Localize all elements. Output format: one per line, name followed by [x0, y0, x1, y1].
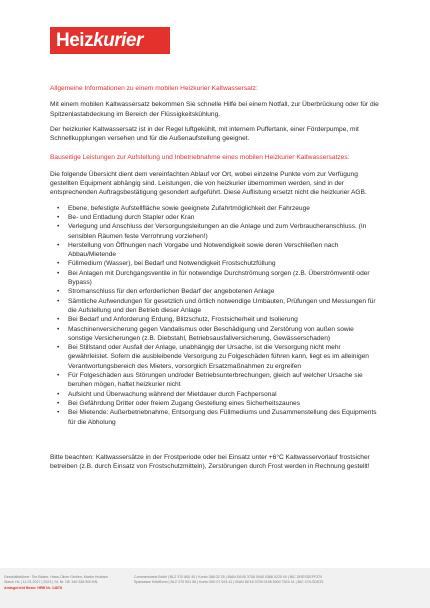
section-heading-general-info: Allgemeine Informationen zu einem mobilen Heizkurier Kaltwassersatz: — [50, 85, 258, 92]
list-item: • Bei Mietende: Außerbetriebnahme, Entsorgung des Füllmediums und Zusammenstellung des Equipments für die Abholung — [68, 408, 380, 427]
site-services-list — [50, 204, 380, 427]
heizkurier-logo: Heizkurier — [50, 27, 170, 54]
footer-line: Geschäftsführer: Tim Balzer, Hans-Oliver Gehlen, Martin Hrubant — [4, 575, 108, 579]
footer-line: Commerzbank Brühl | BLZ 370 800 40 | Konto 388 02 25 | IBAN DE45 3708 0040 0388 0225 00 | BIC DRESDEFF370 — [134, 575, 323, 579]
footer-line: Amtsgericht Bonn: HRB Nr. 14878 — [4, 585, 62, 590]
list-item: • Herstellung von Öffnungen nach Vorgabe und Notwendigkeit sowie deren Verschließen nach Abbau/Mietende — [68, 241, 380, 260]
list-item: • Stromanschluss für den erforderlichen Bedarf der angebotenen Anlage — [68, 287, 380, 296]
section-heading-site-services: Bauseitige Leistungen zur Aufstellung und Inbetriebnahme eines mobilen Heizkurier Kaltwassersatzes: — [50, 154, 350, 162]
list-item: • Füllmedium (Wasser), bei Bedarf und Notwendigkeit Frostschutzfüllung — [68, 259, 380, 268]
list-item: • Bei Stillstand oder Ausfall der Anlage, unabhängig der Ursache, ist die Versorgung nicht mehr gewährleistet. Sofern die ausbleibende Versorgung zu Folgeschäden führen kann, liegt es im alleinigen Verantwortungsbereich des Mieters, vorsorglich Ersatzmaßnahmen zu ergreifen — [68, 343, 380, 371]
list-item: • Be- und Entladung durch Stapler oder Kran — [68, 213, 380, 222]
frost-warning-note: Bitte beachten: Kaltwassersätze in der Frostperiode oder bei Einsatz unter +6°C Kaltwasservorlauf frostsicher betreiben (z.B. durch Einsatz von Frostschutzmitteln), Zerstörungen durch Frost werden in Rechnung gestellt! — [50, 453, 370, 471]
list-item: • Ebene, befestigte Aufstellfläche sowie geeignete Zufahrtmöglichkeit der Fahrzeuge — [68, 204, 380, 213]
page-footer — [0, 568, 430, 608]
site-services-intro: Die folgende Übersicht dient dem vereinfachten Ablauf vor Ort, wobei einzelne Punkte vom zur Verfügung gestellten Equipment abhängig sind. Leistungen, die von heizkurier übernommen werden, sind in der entsprechenden Auftragsbestätigung gesondert aufgeführt. Diese Auflistung ersetzt nicht die heizkurier AGB. — [50, 170, 367, 197]
list-item: • Für Folgeschäden aus Störungen und/oder Betriebsunterbrechungen, gleich auf welcher Ursache sie beruhen mögen, haftet heizkurier nicht — [68, 371, 380, 390]
footer-company-info — [4, 575, 128, 591]
list-item: • Aufsicht und Überwachung während der Mietdauer durch Fachpersonal — [68, 390, 380, 399]
footer-line: Sparkasse KölnBonn | BLZ 370 501 98 | Konto 590 07 524 41 | IBAN DE16 3705 0198 5900 7524 41 | BIC COLSDE33 — [134, 580, 324, 585]
list-item: • Sämtliche Aufwendungen für gesetzlich und örtlich notwendige Umbauten, Prüfungen und Messungen für die Aufstellung und den Betrieb dieser Anlage — [68, 297, 380, 316]
list-item: • Bei Bedarf und Anforderung Erdung, Blitzschutz, Frostsicherheit und Isolierung — [68, 315, 380, 324]
list-item: • Bei Gefährdung Dritter oder freiem Zugang Gestellung eines Sicherheitszaunes — [68, 399, 380, 408]
document-body — [50, 84, 380, 477]
list-item: • Bei Anlagen mit Durchgangsventile in für notwendige Durchströmung sorgen (z.B. Überströmventil oder Bypass) — [68, 269, 380, 288]
general-info-paragraph-1: Mit einem mobilen Kaltwassersatz bekommen Sie schnelle Hilfe bei einem Notfall, zur Überbrückung oder für die Spitzenlastabdeckung im Bereich der Flüssigkeitskühlung. — [50, 101, 379, 118]
list-item: • Verlegung und Anschluss der Versorgungsleitungen an die Anlage und zum Verbraucheranschluss. (In sensiblen Räumen feste Verrohrung vorziehen!) — [68, 222, 380, 241]
list-item: • Maschinenversicherung gegen Vandalismus oder Beschädigung und Zerstörung von außen sowie sonstige Versicherungen (z.B. Diebstahl, Betriebsausfallversicherung, Gewässerschaden) — [68, 325, 380, 344]
footer-bank-info — [134, 575, 426, 586]
general-info-paragraph-2: Der heizkurier Kaltwassersatz ist in der Regel luftgekühlt, mit internem Puffertank, einer Förderpumpe, mit Schnellkupplungen versehen und für die Außenaufstellung geeignet. — [50, 125, 359, 143]
footer-line: Stand: HL | 11.01.2017 | 2023 | St. Nr. DE 340 338 500 BN — [4, 580, 98, 585]
